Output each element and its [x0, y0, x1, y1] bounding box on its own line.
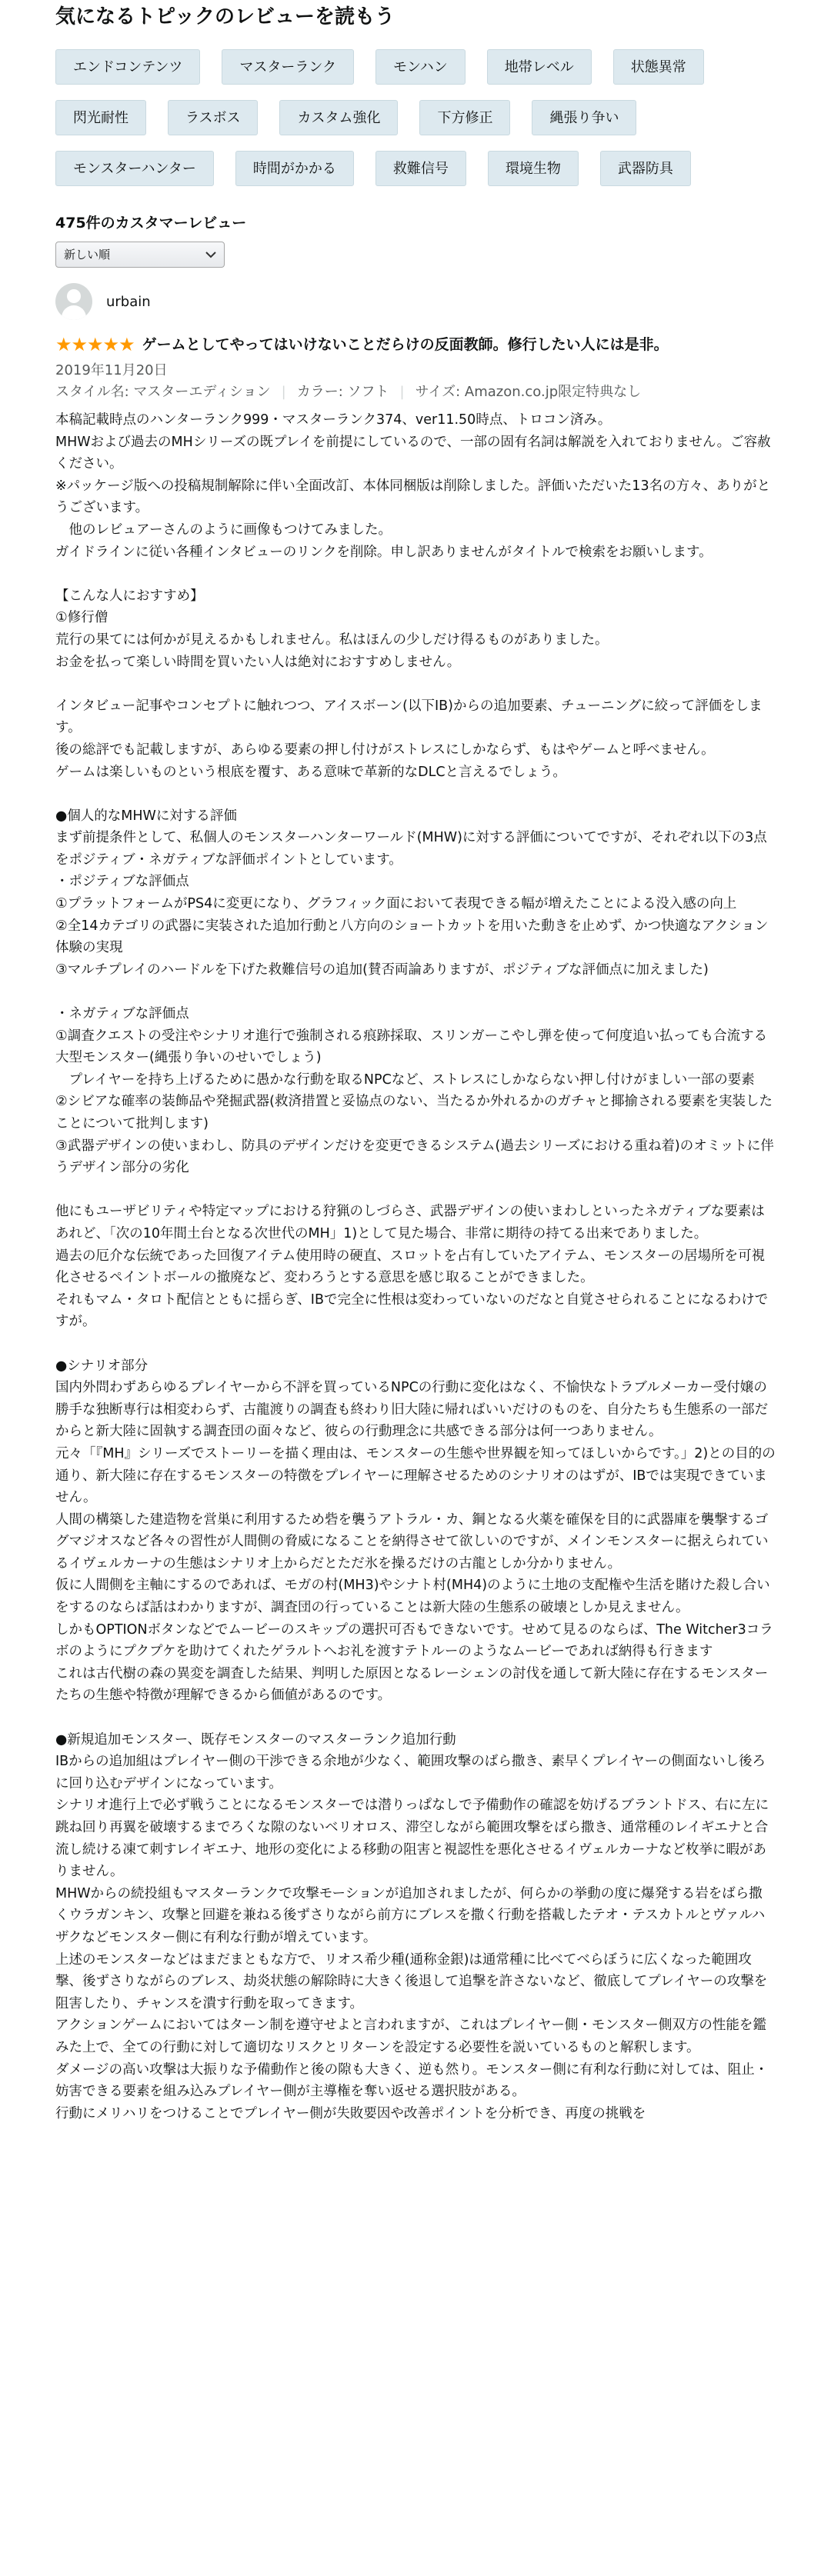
variant-color[interactable]: カラー: ソフト	[296, 384, 389, 400]
topic-chip[interactable]: モンハン	[375, 49, 466, 85]
review-title[interactable]: ゲームとしてやってはいけないことだらけの反面教師。修行したい人には是非。	[142, 336, 669, 353]
chevron-down-icon	[205, 251, 216, 258]
variant-divider: |	[399, 384, 405, 400]
reviewer-name: urbain	[106, 293, 151, 310]
topic-chip[interactable]: 下方修正	[419, 100, 510, 135]
topic-chip[interactable]: エンドコンテンツ	[55, 49, 200, 85]
review-variants	[55, 382, 776, 403]
star-rating: ★★★★★	[55, 334, 135, 355]
topic-chip[interactable]: 武器防具	[600, 151, 691, 186]
variant-size[interactable]: サイズ: Amazon.co.jp限定特典なし	[415, 384, 642, 400]
review-body: 本稿記載時点のハンターランク999・マスターランク374、ver11.50時点、トロコン済み。 MHWおよび過去のMHシリーズの既プレイを前提にしているので、一部の固有名詞は解説を入れておりません。ご容赦ください。 ※パッケージ版への投稿規制解除に伴い全面改訂、本体同梱版は削除しました。評価いただいた13名の方々、ありがとうございます。 他のレビュアーさんのように画像もつけてみました。 ガイドラインに従い各種インタビューのリンクを削除。申し訳ありませんがタイトルで検索をお願いします。 【こんな人におすすめ】 ①修行僧 荒行の果てには何かが見えるかもしれません。私はほんの少しだけ得るものがありました。 お金を払って楽しい時間を買いたい人は絶対におすすめしません。 インタビュー記事やコンセプトに触れつつ、アイスボーン(以下IB)からの追加要素、チューニングに絞って評価をします。 後の総評でも記載しますが、あらゆる要素の押し付けがストレスにしかならず、もはやゲームと呼べません。 ゲームは楽しいものという根底を覆す、ある意味で革新的なDLCと言えるでしょう。 ●個人的なMHWに対する評価 まず前提条件として、私個人のモンスターハンターワールド(MHW)に対する評価についてですが、それぞれ以下の3点をポジティブ・ネガティブな評価ポイントとしています。 ・ポジティブな評価点 ①プラットフォームがPS4に変更になり、グラフィック面において表現できる幅が増えたことによる没入感の向上 ②全14カテゴリの武器に実装された追加行動と八方向のショートカットを用いた動きを止めず、かつ快適なアクション体験の実現 ③マルチプレイのハードルを下げた救難信号の追加(賛否両論ありますが、ポジティブな評価点に加えました) ・ネガティブな評価点 ①調査クエストの受注やシナリオ進行で強制される痕跡採取、スリンガーこやし弾を使って何度追い払っても合流する大型モンスター(縄張り争いのせいでしょう) プレイヤーを持ち上げるために愚かな行動を取るNPCなど、ストレスにしかならない押し付けがましい一部の要素 ②シビアな確率の装飾品や発掘武器(救済措置と妥協点のない、当たるか外れるかのガチャと揶揄される要素を実装したことについて批判します) ③武器デザインの使いまわし、防具のデザインだけを変更できるシステム(過去シリーズにおける重ね着)のオミットに伴うデザイン部分の劣化 他にもユーザビリティや特定マップにおける狩猟のしづらさ、武器デザインの使いまわしといったネガティブな要素はあれど、「次の10年間土台となる次世代のMH」1)として見た場合、非常に期待の持てる出来でありました。 過去の厄介な伝統であった回復アイテム使用時の硬直、スロットを占有していたアイテム、モンスターの居場所を可視化させるペイントボールの撤廃など、変わろうとする意思を感じ取ることができました。 それもマム・タロト配信とともに揺らぎ、IBで完全に性根は変わっていないのだなと自覚させられることになるわけですが。 ●シナリオ部分 国内外問わずあらゆるプレイヤーから不評を買っているNPCの行動に変化はなく、不愉快なトラブルメーカー受付嬢の勝手な独断専行は相変わらず、古龍渡りの調査も終わり旧大陸に帰ればいいだけのものを、自分たちも生態系の一部だからと新大陸に固執する調査団の面々など、彼らの行動理念に共感できる部分は何一つありません。 元々「『MH』シリーズでストーリーを描く理由は、モンスターの生態や世界観を知ってほしいからです。」2)との目的の通り、新大陸に存在するモンスターの特徴をプレイヤーに理解させるためのシナリオのはずが、IBでは実現できていません。 人間の構築した建造物を営巣に利用するため砦を襲うアトラル・カ、鋼となる火薬を確保を目的に武器庫を襲撃するゴグマジオスなど各々の習性が人間側の脅威になることを納得させて欲しいのですが、メインモンスターに据えられているイヴェルカーナの生態はシナリオ上からだとただ氷を操るだけの古龍としか分かりません。 仮に人間側を主軸にするのであれば、モガの村(MH3)やシナト村(MH4)のように土地の支配権や生活を賭けた殺し合いをするのならば話はわかりますが、調査団の行っていることは新大陸の生態系の破壊としか見えません。 しかもOPTIONボタンなどでムービーのスキップの選択可否もできないです。せめて見るのならば、The Witcher3コラボのようにプクプケを助けてくれたゲラルトへお礼を渡すテトルーのようなムービーであれば納得も行きます これは古代樹の森の異変を調査した結果、判明した原因となるレーシェンの討伐を通して新大陸に存在するモンスターたちの生態や特徴が理解できるから価値があるのです。 ●新規追加モンスター、既存モンスターのマスターランク追加行動 IBからの追加組はプレイヤー側の干渉できる余地が少なく、範囲攻撃のばら撒き、素早くプレイヤーの側面ないし後ろに回り込むデザインになっています。 シナリオ進行上で必ず戦うことになるモンスターでは潜りっぱなしで予備動作の確認を妨げるブラントドス、右に左に跳ね回り再翼を破壊するまでろくな隙のないベリオロス、滞空しながら範囲攻撃をばら撒き、通常種のレイギエナと合流し続ける凍て刺すレイギエナ、地形の変化による移動の阻害と視認性を悪化させるイヴェルカーナなど枚挙に暇がありません。 MHWからの続投組もマスターランクで攻撃モーションが追加されましたが、何らかの挙動の度に爆発する岩をばら撒くウラガンキン、攻撃と回避を兼ねる後ずさりながら前方にブレスを撒く行動を搭載したテオ・テスカトルとヴァルハザクなどモンスター側に有利な行動が増えています。 上述のモンスターなどはまだまともな方で、リオス希少種(通称金銀)は通常種に比べてべらぼうに広くなった範囲攻撃、後ずさりながらのブレス、劫炎状態の解除時に大きく後退して追撃を許さないなど、徹底してプレイヤーの攻撃を阻害したり、チャンスを潰す行動を取ってきます。 アクションゲームにおいてはターン制を遵守せよと言われますが、これはプレイヤー側・モンスター側双方の性能を鑑みた上で、全ての行動に対して適切なリスクとリターンを設定する必要性を説いているものと解釈します。 ダメージの高い攻撃は大振りな予備動作と後の隙も大きく、逆も然り。モンスター側に有利な行動に対しては、阻止・妨害できる要素を組み込みプレイヤー側が主導権を奪い返せる選択肢がある。 行動にメリハリをつけることでプレイヤー側が失敗要因や改善ポイントを分析でき、再度の挑戦を	[55, 412, 776, 2121]
topic-chip[interactable]: カスタム強化	[279, 100, 398, 135]
topic-chip-row-1	[55, 49, 776, 85]
topic-chip[interactable]: 救難信号	[375, 151, 466, 186]
avatar-body-shape	[62, 305, 86, 320]
topic-chip-row-2	[55, 100, 776, 135]
topics-heading: 気になるトピックのレビューを読もう	[55, 5, 395, 28]
variant-divider: |	[281, 384, 286, 400]
topic-chip[interactable]: 地帯レベル	[487, 49, 592, 85]
topic-chip[interactable]: 状態異常	[613, 49, 704, 85]
reviewer-profile[interactable]	[55, 283, 776, 320]
topic-chip[interactable]: 閃光耐性	[55, 100, 146, 135]
topic-chip[interactable]: ラスボス	[168, 100, 258, 135]
avatar-head-shape	[67, 289, 81, 303]
topic-chip[interactable]: マスターランク	[222, 49, 354, 85]
topic-chip[interactable]: モンスターハンター	[55, 151, 214, 186]
topic-chip[interactable]: 縄張り争い	[532, 100, 636, 135]
topic-chip-row-3	[55, 151, 776, 186]
avatar	[55, 283, 92, 320]
review-count: 475件のカスタマーレビュー	[55, 215, 247, 232]
sort-selected-value: 新しい順	[64, 248, 111, 262]
variant-style[interactable]: スタイル名: マスターエディション	[55, 384, 271, 400]
sort-dropdown[interactable]	[55, 242, 225, 268]
review-title-row	[55, 334, 776, 355]
topic-chip[interactable]: 時間がかかる	[235, 151, 354, 186]
topic-chip[interactable]: 環境生物	[488, 151, 579, 186]
review-date: 2019年11月20日	[55, 362, 168, 378]
